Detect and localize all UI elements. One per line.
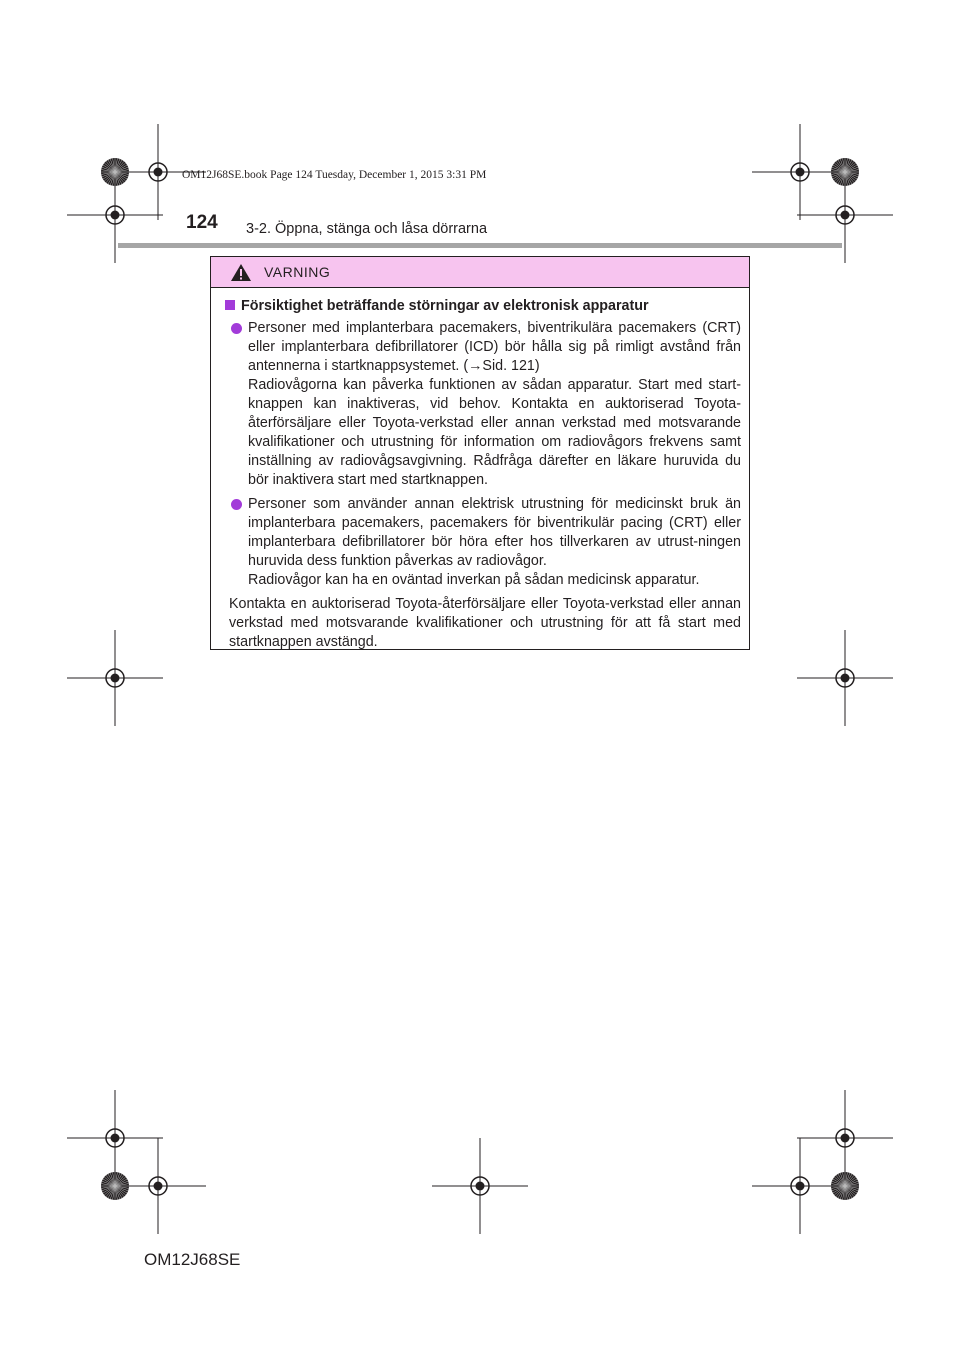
warning-box (210, 256, 750, 650)
paragraph: Personer med implanterbara pacemakers, biventrikulära pacemakers (CRT) eller implanterbara defibrillatorer (ICD) bör hålla sig på rimligt avstånd från antennerna i startknappsystemet. (→Sid. 121) (248, 320, 741, 374)
warning-triangle-icon (230, 263, 252, 282)
warning-header (211, 257, 749, 288)
square-bullet-icon (225, 300, 235, 310)
header-rule (118, 243, 842, 248)
paragraph: Radiovågorna kan påverka funktionen av sådan apparatur. Start med start-knappen kan inaktiveras, vid behov. Kontakta en auktoriserad Toyota-återförsäljare eller Toyota-verkstad eller annan verkstad med motsvarande kvalifikationer och utrustning för information om radiovågors frekvens samt inställning av radiovågsavgivning. Rådfråga därefter en läkare huruvida du bör inaktivera start med startknappen. (248, 377, 741, 488)
warning-title: VARNING (264, 264, 331, 280)
bullet-text (248, 319, 741, 490)
sunburst-mark-icon (830, 157, 860, 187)
sunburst-mark-icon (100, 157, 130, 187)
section-title: 3-2. Öppna, stänga och låsa dörrarna (246, 221, 488, 237)
bullet-item (231, 495, 741, 590)
crosshair-mark-icon (432, 1138, 528, 1234)
crosshair-mark-icon (797, 630, 893, 726)
warning-subheading (225, 297, 741, 316)
closing-paragraph: Kontakta en auktoriserad Toyota-återförsäljare eller Toyota-verkstad eller annan verkstad med motsvarande kvalifikationer och utrustning för att få start med startknappen avstängd. (229, 596, 741, 650)
book-info: OM12J68SE.book Page 124 Tuesday, December 1, 2015 3:31 PM (182, 169, 487, 181)
bullet-text (248, 495, 741, 590)
bullet-dot-icon (231, 499, 242, 510)
sunburst-mark-icon (100, 1171, 130, 1201)
subheading-text: Försiktighet beträffande störningar av elektronisk apparatur (241, 298, 649, 314)
document-code: OM12J68SE (144, 1250, 241, 1269)
sunburst-mark-icon (830, 1171, 860, 1201)
bullet-dot-icon (231, 323, 242, 334)
bullet-item (231, 319, 741, 490)
paragraph: Radiovågor kan ha en oväntad inverkan på sådan medicinsk apparatur. (248, 572, 700, 588)
crosshair-mark-icon (67, 630, 163, 726)
page-number: 124 (186, 212, 218, 233)
warning-body (211, 288, 749, 652)
paragraph: Personer som använder annan elektrisk utrustning för medicinskt bruk än implanterbara pacemakers, pacemakers för biventrikulär pacing (CRT) eller implanterbara defibrillatorer bör höra efter hos tillverkaren av utrust-ningen huruvida dess funktion påverkas av radiovågor. (248, 496, 741, 569)
